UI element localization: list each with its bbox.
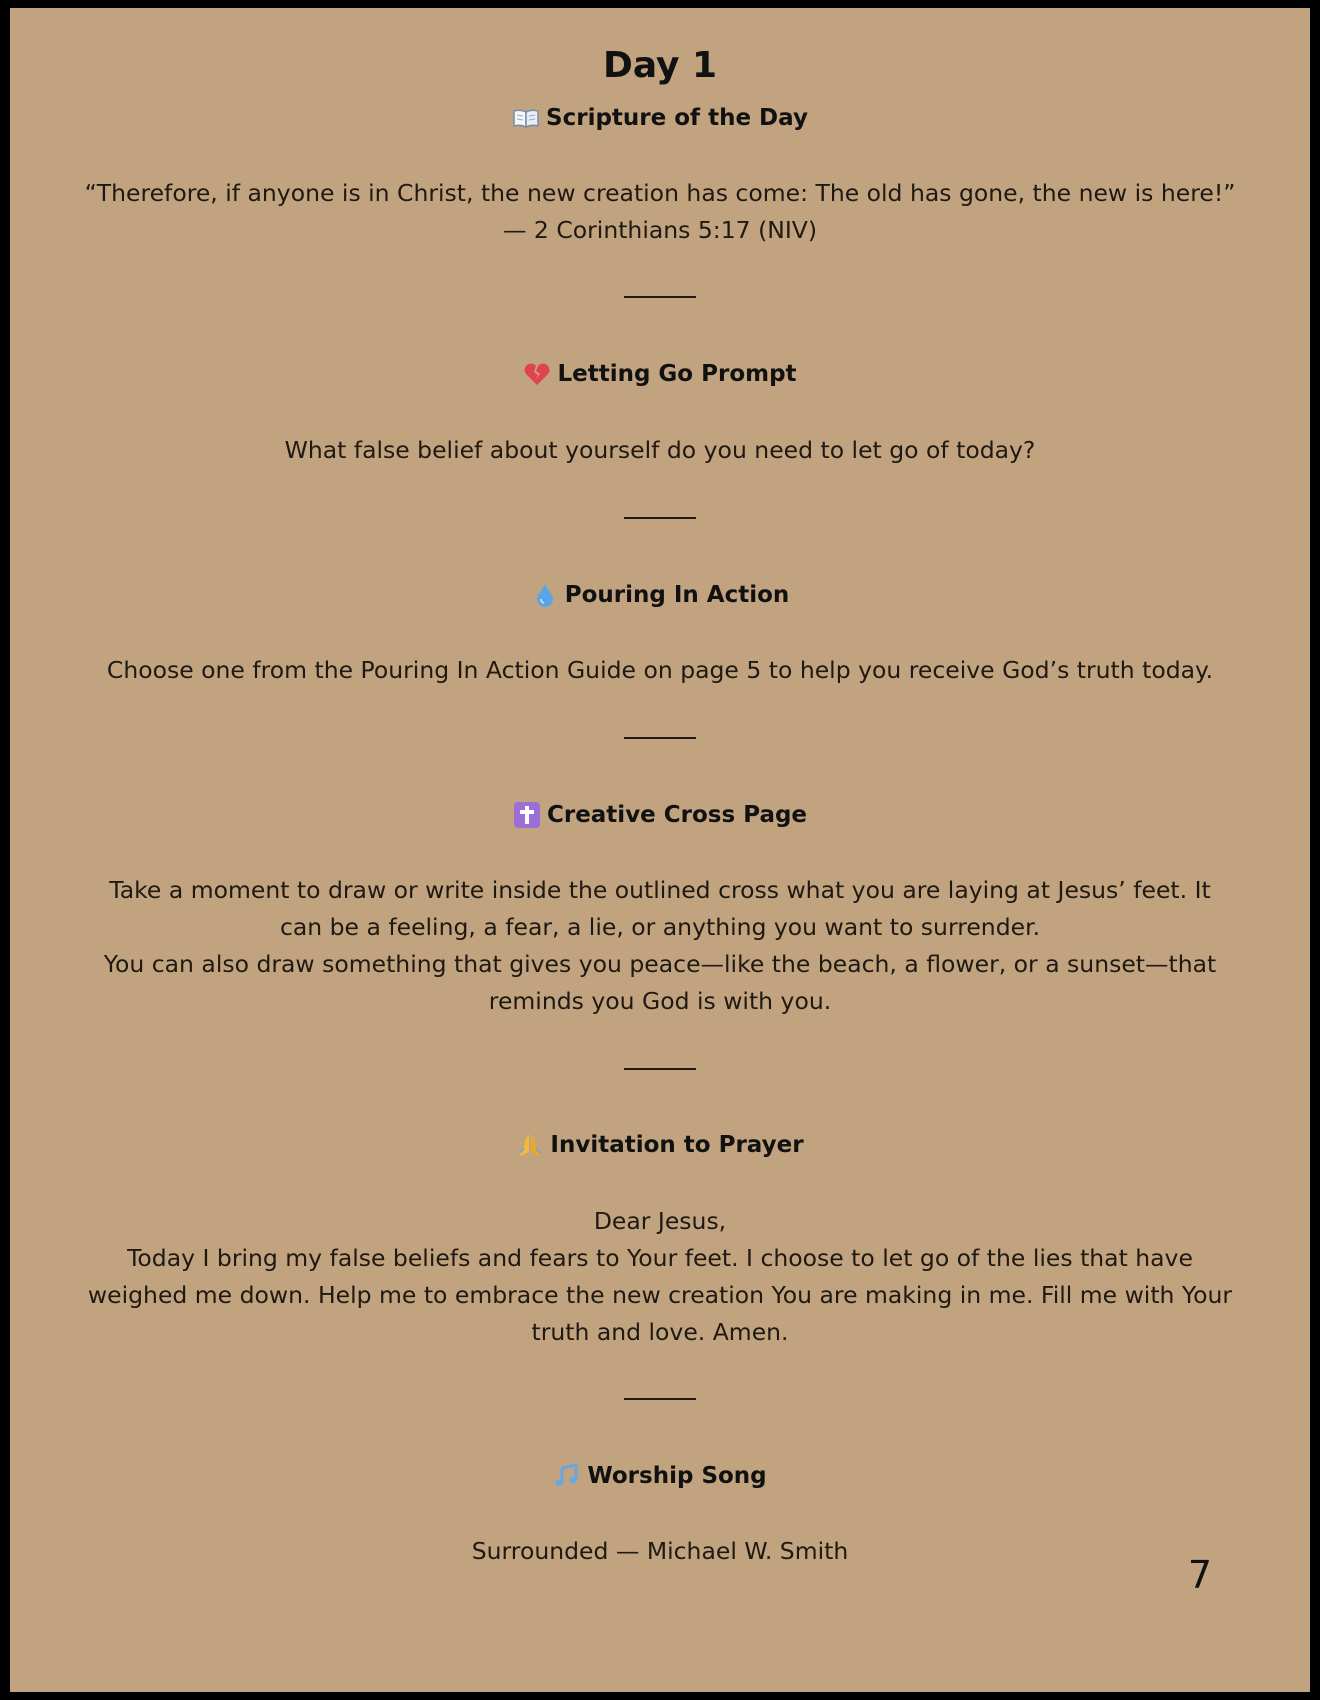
prayer-line: weighed me down. Help me to embrace the new creation You are making in me. Fill me with Your [87, 1281, 1233, 1309]
section-divider [624, 737, 696, 739]
scripture-heading [10, 102, 1310, 134]
pouring-in-text [10, 652, 1310, 689]
letting-go-heading [10, 358, 1310, 390]
scripture-reference: — 2 Corinthians 5:17 (NIV) [502, 216, 818, 244]
section-divider [624, 1068, 696, 1070]
section-divider [624, 296, 696, 298]
creative-cross-line: can be a feeling, a fear, a lie, or anything you want to surrender. [279, 913, 1041, 941]
broken-heart-icon [523, 360, 551, 388]
scripture-heading-label: Scripture of the Day [546, 105, 808, 131]
worship-text [10, 1533, 1310, 1570]
prayer-heading-label: Invitation to Prayer [550, 1132, 804, 1158]
creative-cross-line: reminds you God is with you. [488, 987, 832, 1015]
creative-cross-text [10, 872, 1310, 1020]
prayer-line: truth and love. Amen. [531, 1318, 789, 1346]
letting-go-text [10, 432, 1310, 469]
page-number: 7 [1187, 1553, 1213, 1597]
pouring-in-heading [10, 579, 1310, 611]
section-divider [624, 517, 696, 519]
creative-cross-heading-label: Creative Cross Page [546, 802, 808, 828]
prayer-line: Today I bring my false beliefs and fears to Your feet. I choose to let go of the lies that have [127, 1244, 1193, 1272]
scripture-line: “Therefore, if anyone is in Christ, the new creation has come: The old has gone, the new is here!” [84, 179, 1236, 207]
pouring-in-line: Choose one from the Pouring In Action Guide on page 5 to help you receive God’s truth today. [106, 656, 1214, 684]
worship-heading [10, 1460, 1310, 1492]
worship-song-line: Surrounded — Michael W. Smith [471, 1537, 849, 1565]
praying-hands-icon [516, 1131, 544, 1159]
droplet-icon [531, 581, 559, 609]
cross-icon [513, 801, 541, 829]
creative-cross-line: You can also draw something that gives you peace—like the beach, a flower, or a sunset—that [103, 950, 1217, 978]
worship-heading-label: Worship Song [587, 1463, 767, 1489]
letting-go-line: What false belief about yourself do you need to let go of today? [284, 436, 1036, 464]
music-notes-icon [553, 1462, 581, 1490]
pouring-in-heading-label: Pouring In Action [564, 582, 790, 608]
scripture-text [10, 175, 1310, 249]
devotional-page [10, 8, 1310, 1692]
section-divider [624, 1398, 696, 1400]
letting-go-heading-label: Letting Go Prompt [557, 361, 797, 387]
creative-cross-line: Take a moment to draw or write inside the outlined cross what you are laying at Jesus’ feet. It [109, 876, 1211, 904]
prayer-line: Dear Jesus, [593, 1207, 727, 1235]
creative-cross-heading [10, 799, 1310, 831]
open-book-icon [512, 104, 540, 132]
prayer-text [10, 1203, 1310, 1351]
page-title: Day 1 [602, 45, 718, 86]
prayer-heading [10, 1129, 1310, 1161]
